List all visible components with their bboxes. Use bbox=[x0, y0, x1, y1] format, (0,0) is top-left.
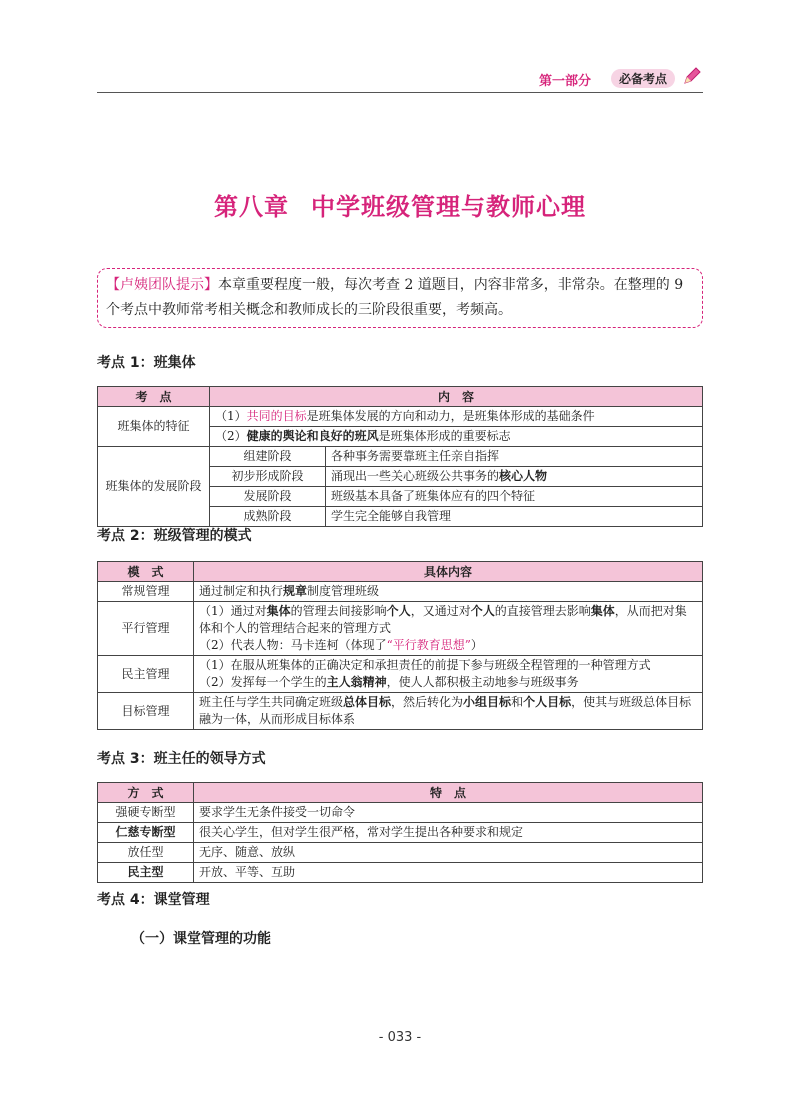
row-label: 班集体的特征 bbox=[98, 407, 210, 447]
tip-box bbox=[97, 268, 703, 328]
chapter-name: 中学班级管理与教师心理 bbox=[311, 192, 586, 221]
tip-text: 本章重要程度一般，每次考查 2 道题目，内容非常多，非常杂。在整理的 9 个考点中教师常考相关概念和教师成长的三阶段很重要，考频高。 bbox=[106, 277, 684, 318]
table-cell: 组建阶段 bbox=[210, 447, 326, 467]
row-label: 放任型 bbox=[98, 843, 194, 863]
header-badge: 必备考点 bbox=[611, 69, 675, 88]
table-cell: 涌现出一些关心班级公共事务的核心人物 bbox=[326, 467, 703, 487]
table-class-collective bbox=[97, 386, 703, 527]
table-management-modes bbox=[97, 561, 703, 730]
section-heading-1: 考点 1：班集体 bbox=[97, 355, 196, 371]
table-cell: 初步形成阶段 bbox=[210, 467, 326, 487]
subsection-heading: （一）课堂管理的功能 bbox=[131, 931, 271, 947]
row-label: 目标管理 bbox=[98, 693, 194, 730]
table-cell: （1）在服从班集体的正确决定和承担责任的前提下参与班级全程管理的一种管理方式 （2）发挥每一个学生的主人翁精神，使人人都积极主动地参与班级事务 bbox=[194, 656, 703, 693]
table-cell: 学生完全能够自我管理 bbox=[326, 507, 703, 527]
table-leadership-styles bbox=[97, 782, 703, 883]
table-cell: 成熟阶段 bbox=[210, 507, 326, 527]
row-label: 仁慈专断型 bbox=[98, 823, 194, 843]
row-label: 平行管理 bbox=[98, 602, 194, 656]
table-cell: （1）共同的目标是班集体发展的方向和动力，是班集体形成的基础条件 bbox=[210, 407, 703, 427]
row-label: 民主管理 bbox=[98, 656, 194, 693]
table-cell: 各种事务需要靠班主任亲自指挥 bbox=[326, 447, 703, 467]
row-label: 强硬专断型 bbox=[98, 803, 194, 823]
table-cell: 开放、平等、互助 bbox=[194, 863, 703, 883]
table-header: 模 式 bbox=[98, 562, 194, 582]
table-header: 考 点 bbox=[98, 387, 210, 407]
section-heading-3: 考点 3：班主任的领导方式 bbox=[97, 751, 266, 767]
table-cell: （2）健康的舆论和良好的班风是班集体形成的重要标志 bbox=[210, 427, 703, 447]
tip-label: 【卢姨团队提示】 bbox=[106, 277, 218, 293]
table-cell: 班主任与学生共同确定班级总体目标，然后转化为小组目标和个人目标，使其与班级总体目标融为一体，从而形成目标体系 bbox=[194, 693, 703, 730]
chapter-title bbox=[0, 187, 800, 222]
table-cell: 要求学生无条件接受一切命令 bbox=[194, 803, 703, 823]
page-number: - 033 - bbox=[378, 1030, 422, 1045]
page-header bbox=[97, 60, 703, 93]
row-label: 班集体的发展阶段 bbox=[98, 447, 210, 527]
row-label: 民主型 bbox=[98, 863, 194, 883]
section-heading-2: 考点 2：班级管理的模式 bbox=[97, 528, 252, 544]
table-header: 具体内容 bbox=[194, 562, 703, 582]
table-cell: 很关心学生，但对学生很严格，常对学生提出各种要求和规定 bbox=[194, 823, 703, 843]
table-cell: 通过制定和执行规章制度管理班级 bbox=[194, 582, 703, 602]
table-cell: （1）通过对集体的管理去间接影响个人，又通过对个人的直接管理去影响集体，从而把对集体和个人的管理结合起来的管理方式 （2）代表人物：马卡连柯（体现了“平行教育思想”） bbox=[194, 602, 703, 656]
table-cell: 班级基本具备了班集体应有的四个特征 bbox=[326, 487, 703, 507]
chapter-number: 第八章 bbox=[214, 192, 289, 221]
table-cell: 发展阶段 bbox=[210, 487, 326, 507]
table-header: 内 容 bbox=[210, 387, 703, 407]
table-header: 方 式 bbox=[98, 783, 194, 803]
header-part: 第一部分 bbox=[538, 74, 591, 89]
section-heading-4: 考点 4：课堂管理 bbox=[97, 892, 210, 908]
table-cell: 无序、随意、放纵 bbox=[194, 843, 703, 863]
row-label: 常规管理 bbox=[98, 582, 194, 602]
table-header: 特 点 bbox=[194, 783, 703, 803]
pencil-icon bbox=[681, 65, 703, 87]
